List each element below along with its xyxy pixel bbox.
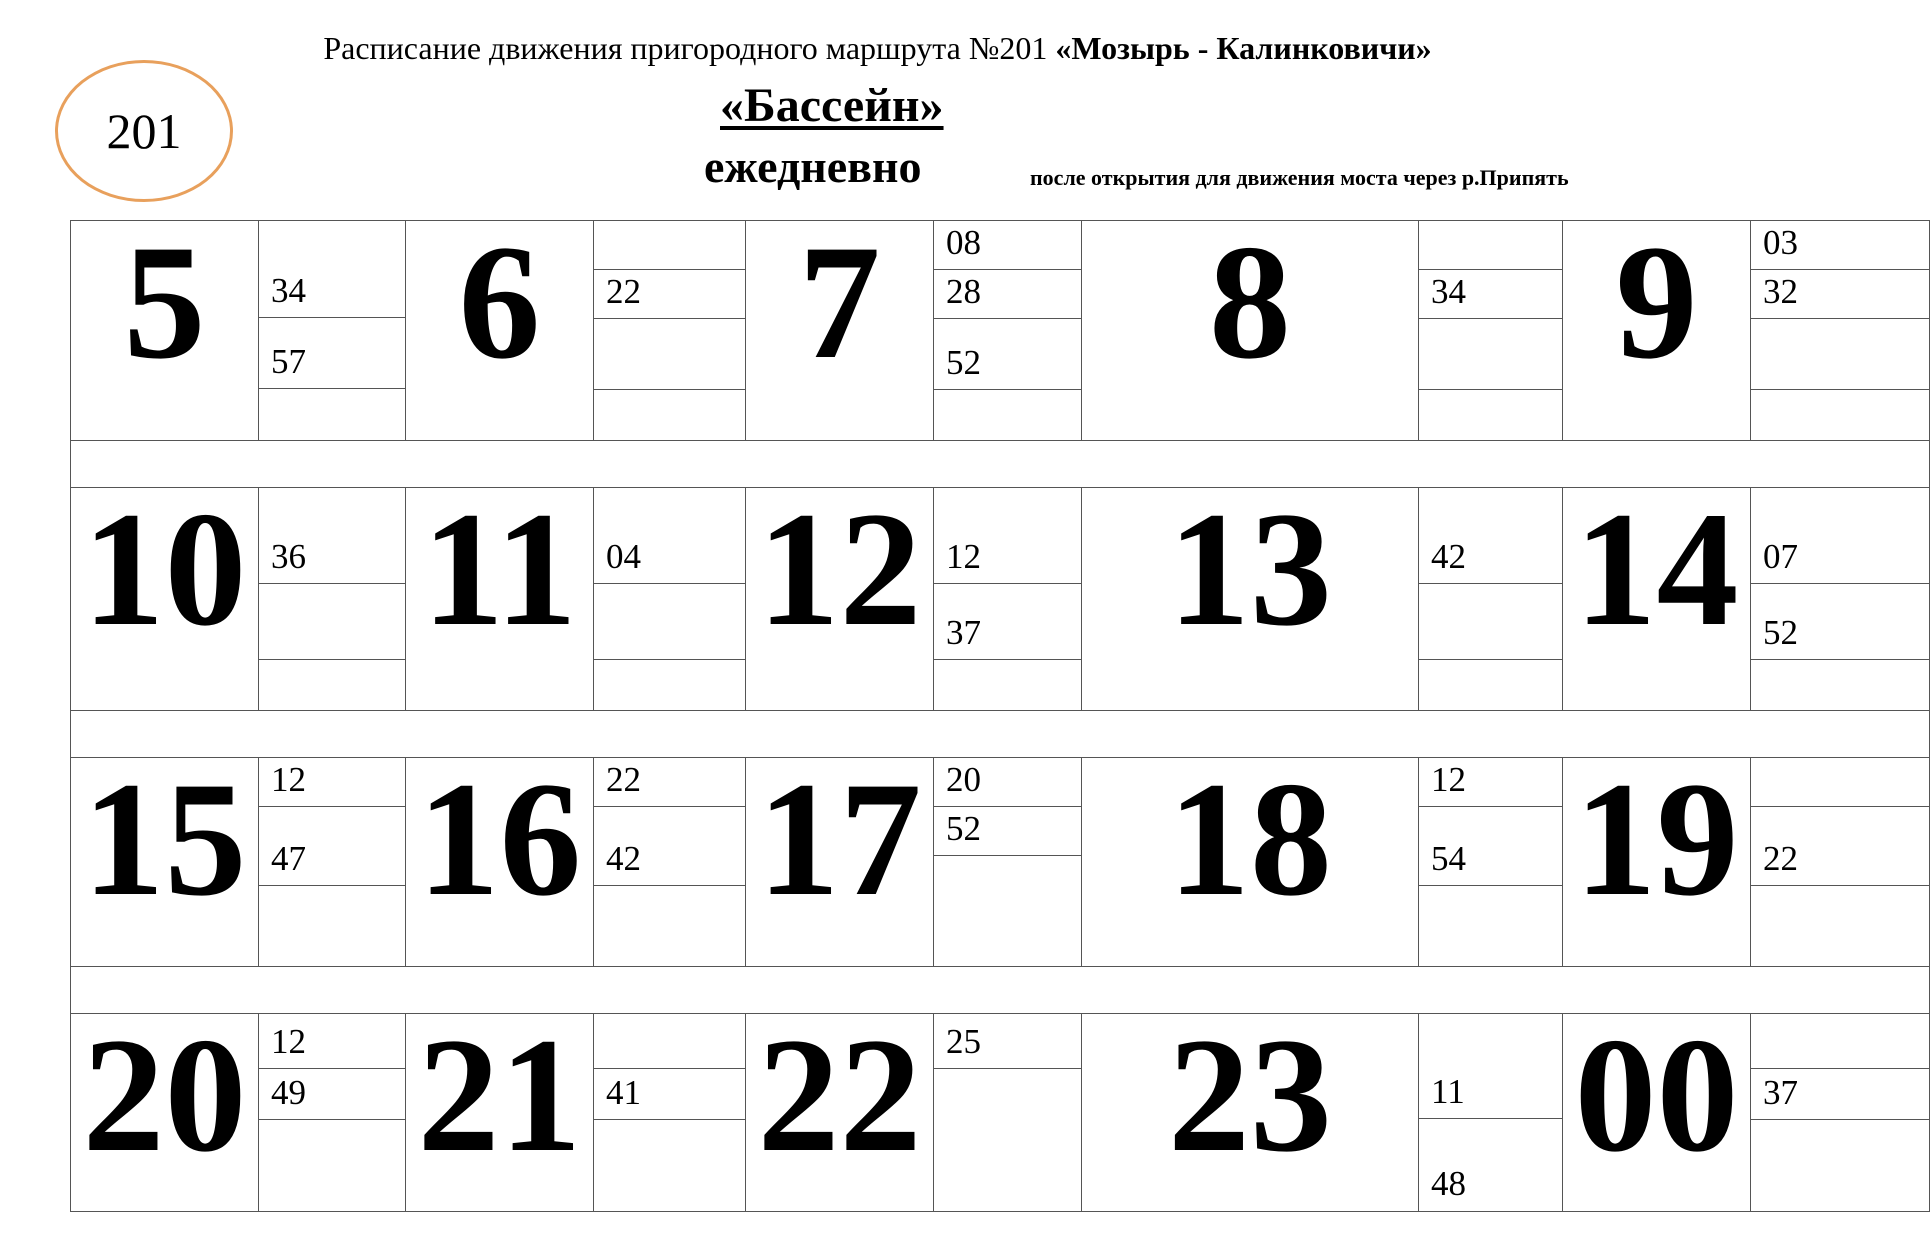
minutes-cell [259,221,406,441]
minute-slot [1751,319,1929,390]
minute-slot [594,270,745,319]
hour-cell: 14 [1563,488,1751,711]
minutes-cell [934,758,1082,967]
departure-minute: 04 [606,537,641,576]
minutes-cell [1751,1014,1930,1212]
departure-minute: 22 [606,760,641,799]
minute-slot [934,807,1081,856]
minute-slot [259,1120,405,1211]
minutes-cell [594,1014,746,1212]
minute-slot [259,807,405,886]
minutes-cell [259,488,406,711]
hour-cell: 22 [746,1014,934,1212]
minute-slot [1751,758,1929,807]
minute-slot [259,584,405,660]
minute-slot [1419,1119,1562,1210]
minute-slot [934,1014,1081,1069]
minute-slot [259,488,405,584]
minutes-cell [1751,488,1930,711]
minute-slot [1751,390,1929,440]
departure-minute: 07 [1763,537,1798,576]
minute-slot [594,390,745,440]
days-of-operation: ежедневно [704,141,922,192]
minutes-cell [1751,221,1930,441]
departure-minute: 34 [271,271,306,310]
minute-slot [594,807,745,886]
hour-cell: 9 [1563,221,1751,441]
stop-name: «Бассейн» [720,79,944,132]
hour-cell: 23 [1082,1014,1419,1212]
minutes-cell [934,488,1082,711]
minute-slot [259,318,405,389]
departure-minute: 47 [271,839,306,878]
departure-minute: 22 [606,272,641,311]
minute-slot [1751,1014,1929,1069]
minute-slot [934,660,1081,710]
hour-cell: 13 [1082,488,1419,711]
minute-slot [594,319,745,390]
hour-cell: 7 [746,221,934,441]
schedule-note: после открытия для движения моста через р.Припять [1030,165,1569,190]
minute-slot [1419,488,1562,584]
hour-cell: 8 [1082,221,1419,441]
minute-slot [594,1014,745,1069]
schedule-title [0,30,1755,67]
minute-slot [259,886,405,966]
departure-minute: 25 [946,1022,981,1061]
minutes-cell [1751,758,1930,967]
minute-slot [1419,390,1562,440]
hour-cell: 10 [71,488,259,711]
departure-minute: 48 [1431,1164,1466,1203]
hour-cell: 15 [71,758,259,967]
timetable [70,212,1930,1212]
minute-slot [259,660,405,710]
departure-minute: 12 [271,1022,306,1061]
minutes-cell [1419,488,1563,711]
minute-slot [1419,584,1562,660]
minutes-cell [1419,758,1563,967]
minute-slot [1751,270,1929,319]
minute-slot [934,390,1081,440]
minute-slot [934,221,1081,270]
minute-slot [1419,221,1562,270]
departure-minute: 08 [946,223,981,262]
minute-slot [594,886,745,966]
minute-slot [1419,270,1562,319]
minute-slot [594,1069,745,1120]
hour-cell: 6 [406,221,594,441]
departure-minute: 36 [271,537,306,576]
departure-minute: 37 [1763,1073,1798,1112]
hour-cell: 5 [71,221,259,441]
minute-slot [259,389,405,439]
departure-minute: 34 [1431,272,1466,311]
minute-slot [934,319,1081,390]
minute-slot [1751,807,1929,886]
minute-slot [259,1014,405,1069]
hour-cell: 21 [406,1014,594,1212]
hour-cell: 12 [746,488,934,711]
departure-minute: 12 [946,537,981,576]
minutes-cell [594,221,746,441]
departure-minute: 52 [946,809,981,848]
departure-minute: 22 [1763,839,1798,878]
departure-minute: 54 [1431,839,1466,878]
minute-slot [1751,584,1929,660]
hour-row [71,221,1930,441]
minute-slot [1751,488,1929,584]
minute-slot [259,758,405,807]
hour-cell: 11 [406,488,594,711]
hour-row [71,1014,1930,1212]
minutes-cell [934,1014,1082,1212]
minute-slot [1751,1120,1929,1211]
minute-slot [1751,660,1929,710]
departure-minute: 42 [606,839,641,878]
minute-slot [1419,319,1562,390]
hour-row [71,488,1930,711]
minutes-cell [594,758,746,967]
departure-minute: 49 [271,1073,306,1112]
hour-cell: 18 [1082,758,1419,967]
minute-slot [934,1069,1081,1210]
minute-slot [1419,807,1562,886]
departure-minute: 52 [946,343,981,382]
departure-minute: 52 [1763,613,1798,652]
minutes-cell [259,758,406,967]
minute-slot [594,660,745,710]
departure-minute: 32 [1763,272,1798,311]
minute-slot [934,584,1081,660]
minute-slot [1751,886,1929,966]
departure-minute: 42 [1431,537,1466,576]
minute-slot [1751,221,1929,270]
minute-slot [259,221,405,318]
minute-slot [1751,1069,1929,1120]
route-number: 201 [106,103,182,159]
minute-slot [1419,886,1562,966]
departure-minute: 28 [946,272,981,311]
hour-cell: 16 [406,758,594,967]
departure-minute: 03 [1763,223,1798,262]
minute-slot [1419,758,1562,807]
hour-cell: 19 [1563,758,1751,967]
departure-minute: 11 [1431,1072,1465,1111]
departure-minute: 20 [946,760,981,799]
minute-slot [594,1120,745,1211]
hour-cell: 17 [746,758,934,967]
minutes-cell [259,1014,406,1212]
minute-slot [934,488,1081,584]
departure-minute: 41 [606,1073,641,1112]
minute-slot [934,758,1081,807]
departure-minute: 12 [271,760,306,799]
minute-slot [594,758,745,807]
minute-slot [594,221,745,270]
title-prefix: Расписание движения пригородного маршрута №201 [323,30,1056,66]
minute-slot [259,1069,405,1120]
departure-minute: 12 [1431,760,1466,799]
minute-slot [934,270,1081,319]
route-number-badge [55,60,233,202]
departure-minute: 57 [271,342,306,381]
minutes-cell [1419,221,1563,441]
minute-slot [594,584,745,660]
hour-row [71,758,1930,967]
departure-minute: 37 [946,613,981,652]
minutes-cell [594,488,746,711]
hour-cell: 00 [1563,1014,1751,1212]
minute-slot [594,488,745,584]
minute-slot [934,856,1081,966]
minute-slot [1419,660,1562,710]
minutes-cell [934,221,1082,441]
hour-cell: 20 [71,1014,259,1212]
minute-slot [1419,1014,1562,1119]
minutes-cell [1419,1014,1563,1212]
route-name: «Мозырь - Калинковичи» [1055,30,1432,66]
